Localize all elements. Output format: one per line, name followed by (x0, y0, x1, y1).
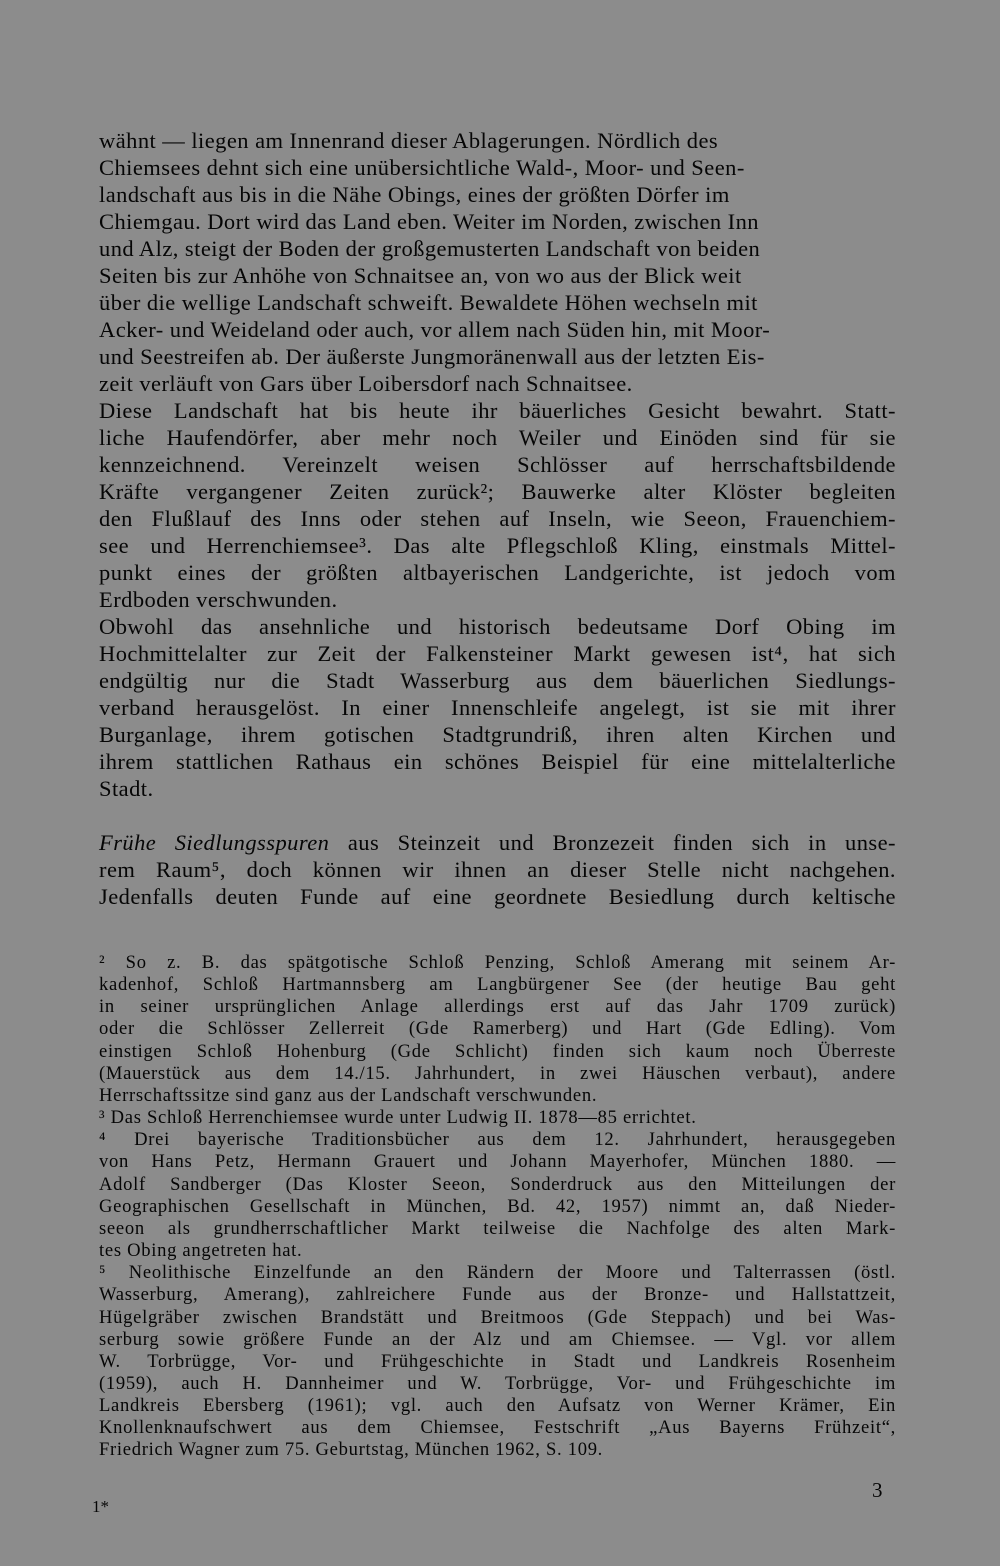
footnote-line: in seiner ursprünglichen Anlage allerdings erst auf das Jahr 1709 zurück) (99, 996, 896, 1018)
footnote-line: ² So z. B. das spätgotische Schloß Penzing, Schloß Amerang mit seinem Ar- (99, 952, 896, 973)
text-line: endgültig nur die Stadt Wasserburg aus dem bäuerlichen Siedlungs- (99, 668, 896, 693)
text-line: und Alz, steigt der Boden der großgemusterten Landschaft von beiden (99, 236, 761, 261)
paragraph-1 (99, 127, 896, 397)
text-line: Kräfte vergangener Zeiten zurück²; Bauwerke alter Klöster begleiten (99, 479, 896, 504)
text-line: zeit verläuft von Gars über Loibersdorf nach Schnaitsee. (99, 371, 633, 396)
footnote-line: Adolf Sandberger (Das Kloster Seeon, Sonderdruck aus den Mitteilungen der (99, 1173, 896, 1195)
footnote-line: Wasserburg, Amerang), zahlreichere Funde aus der Bronze- und Hallstattzeit, (99, 1284, 896, 1306)
text-line: Stadt. (99, 776, 154, 801)
section-first-line-rest: aus Steinzeit und Bronzezeit finden sich in unse- (347, 830, 896, 855)
text-line: Acker- und Weideland oder auch, vor allem nach Süden hin, mit Moor- (99, 317, 771, 342)
footnote-line: (Mauerstück aus dem 14./15. Jahrhundert, in zwei Häuschen verbaut), andere (99, 1062, 896, 1084)
footnote-line: Hügelgräber zwischen Brandstätt und Breitmoos (Gde Steppach) und bei Was- (99, 1306, 896, 1328)
text-line: Hochmittelalter zur Zeit der Falkensteiner Markt gewesen ist⁴, hat sich (99, 641, 896, 666)
footnotes (99, 952, 896, 1462)
footnote-3 (99, 1107, 896, 1129)
footnote-line: seeon als grundherrschaftlicher Markt teilweise die Nachfolge des alten Mark- (99, 1217, 896, 1239)
text-line: Seiten bis zur Anhöhe von Schnaitsee an, von wo aus der Blick weit (99, 263, 742, 288)
text-line (99, 829, 896, 856)
footnote-line: einstigen Schloß Hohenburg (Gde Schlicht) finden sich kaum noch Überreste (99, 1040, 896, 1062)
footnote-line: ³ Das Schloß Herrenchiemsee wurde unter Ludwig II. 1878—85 errichtet. (99, 1107, 697, 1129)
text-line: kennzeichnend. Vereinzelt weisen Schlösser auf herrschaftsbildende (99, 452, 896, 477)
paragraph-2 (99, 397, 896, 613)
footnote-line: kadenhof, Schloß Hartmannsberg am Langbürgener See (der heutige Bau geht (99, 974, 896, 996)
footnote-line: serburg sowie größere Funde an der Alz und am Chiemsee. — Vgl. vor allem (99, 1328, 896, 1350)
footnote-line: Friedrich Wagner zum 75. Geburtstag, München 1962, S. 109. (99, 1439, 604, 1461)
text-line: rem Raum⁵, doch können wir ihnen an dieser Stelle nicht nachgehen. (99, 857, 896, 882)
footnote-4 (99, 1129, 896, 1262)
footnote-line: Landkreis Ebersberg (1961); vgl. auch den Aufsatz von Werner Krämer, Ein (99, 1395, 896, 1417)
page-number: 3 (872, 1478, 883, 1502)
footnote-line: ⁴ Drei bayerische Traditionsbücher aus dem 12. Jahrhundert, herausgegeben (99, 1129, 896, 1151)
footnote-line: W. Torbrügge, Vor- und Frühgeschichte in Stadt und Landkreis Rosenheim (99, 1350, 896, 1372)
text-line: über die wellige Landschaft schweift. Bewaldete Höhen wechseln mit (99, 290, 758, 315)
text-line: verband herausgelöst. In einer Innenschleife angelegt, ist sie mit ihrer (99, 695, 896, 720)
text-line: see und Herrenchiemsee³. Das alte Pflegschloß Kling, einstmals Mittel- (99, 533, 896, 558)
text-line: landschaft aus bis in die Nähe Obings, eines der größten Dörfer im (99, 182, 730, 207)
paragraph-3 (99, 613, 896, 802)
text-line: Erdboden verschwunden. (99, 587, 338, 612)
text-line: Diese Landschaft hat bis heute ihr bäuerliches Gesicht bewahrt. Statt- (99, 398, 896, 423)
footnote-line: ⁵ Neolithische Einzelfunde an den Rändern der Moore und Talterrassen (östl. (99, 1262, 896, 1284)
text-line: wähnt — liegen am Innenrand dieser Ablagerungen. Nördlich des (99, 128, 719, 153)
text-line: den Flußlauf des Inns oder stehen auf Inseln, wie Seeon, Frauenchiem- (99, 506, 896, 531)
text-line: Chiemsees dehnt sich eine unübersichtliche Wald-, Moor- und Seen- (99, 155, 745, 180)
footnote-line: oder die Schlösser Zellerreit (Gde Ramerberg) und Hart (Gde Edling). Vom (99, 1018, 896, 1040)
signature-mark: 1* (92, 1497, 109, 1516)
text-line: ihrem stattlichen Rathaus ein schönes Beispiel für eine mittelalterliche (99, 749, 896, 774)
footnote-5 (99, 1262, 896, 1461)
footnote-line: von Hans Petz, Hermann Grauert und Johann Mayerhofer, München 1880. — (99, 1151, 896, 1173)
footnote-line: (1959), auch H. Dannheimer und W. Torbrügge, Vor- und Frühgeschichte im (99, 1372, 896, 1394)
footnote-line: tes Obing angetreten hat. (99, 1240, 303, 1262)
footnote-line: Geographischen Gesellschaft in München, Bd. 42, 1957) nimmt an, daß Nieder- (99, 1195, 896, 1217)
footnote-line: Knollenknaufschwert aus dem Chiemsee, Festschrift „Aus Bayerns Frühzeit“, (99, 1417, 896, 1439)
text-line: Jedenfalls deuten Funde auf eine geordnete Besiedlung durch keltische (99, 884, 896, 909)
text-line: Obwohl das ansehnliche und historisch bedeutsame Dorf Obing im (99, 614, 896, 639)
text-line: und Seestreifen ab. Der äußerste Jungmoränenwall aus der letzten Eis- (99, 344, 765, 369)
text-line: Chiemgau. Dort wird das Land eben. Weiter im Norden, zwischen Inn (99, 209, 759, 234)
text-line: punkt eines der größten altbayerischen Landgerichte, ist jedoch vom (99, 560, 896, 585)
text-line: Burganlage, ihrem gotischen Stadtgrundriß, ihren alten Kirchen und (99, 722, 896, 747)
paragraph-section-start (99, 829, 896, 910)
footnote-2 (99, 952, 896, 1107)
footnote-line: Herrschaftssitze sind ganz aus der Landschaft verschwunden. (99, 1084, 598, 1106)
section-heading: Frühe Siedlungsspuren (99, 830, 330, 855)
text-line: liche Haufendörfer, aber mehr noch Weiler und Einöden sind für sie (99, 425, 896, 450)
main-text (99, 127, 896, 910)
